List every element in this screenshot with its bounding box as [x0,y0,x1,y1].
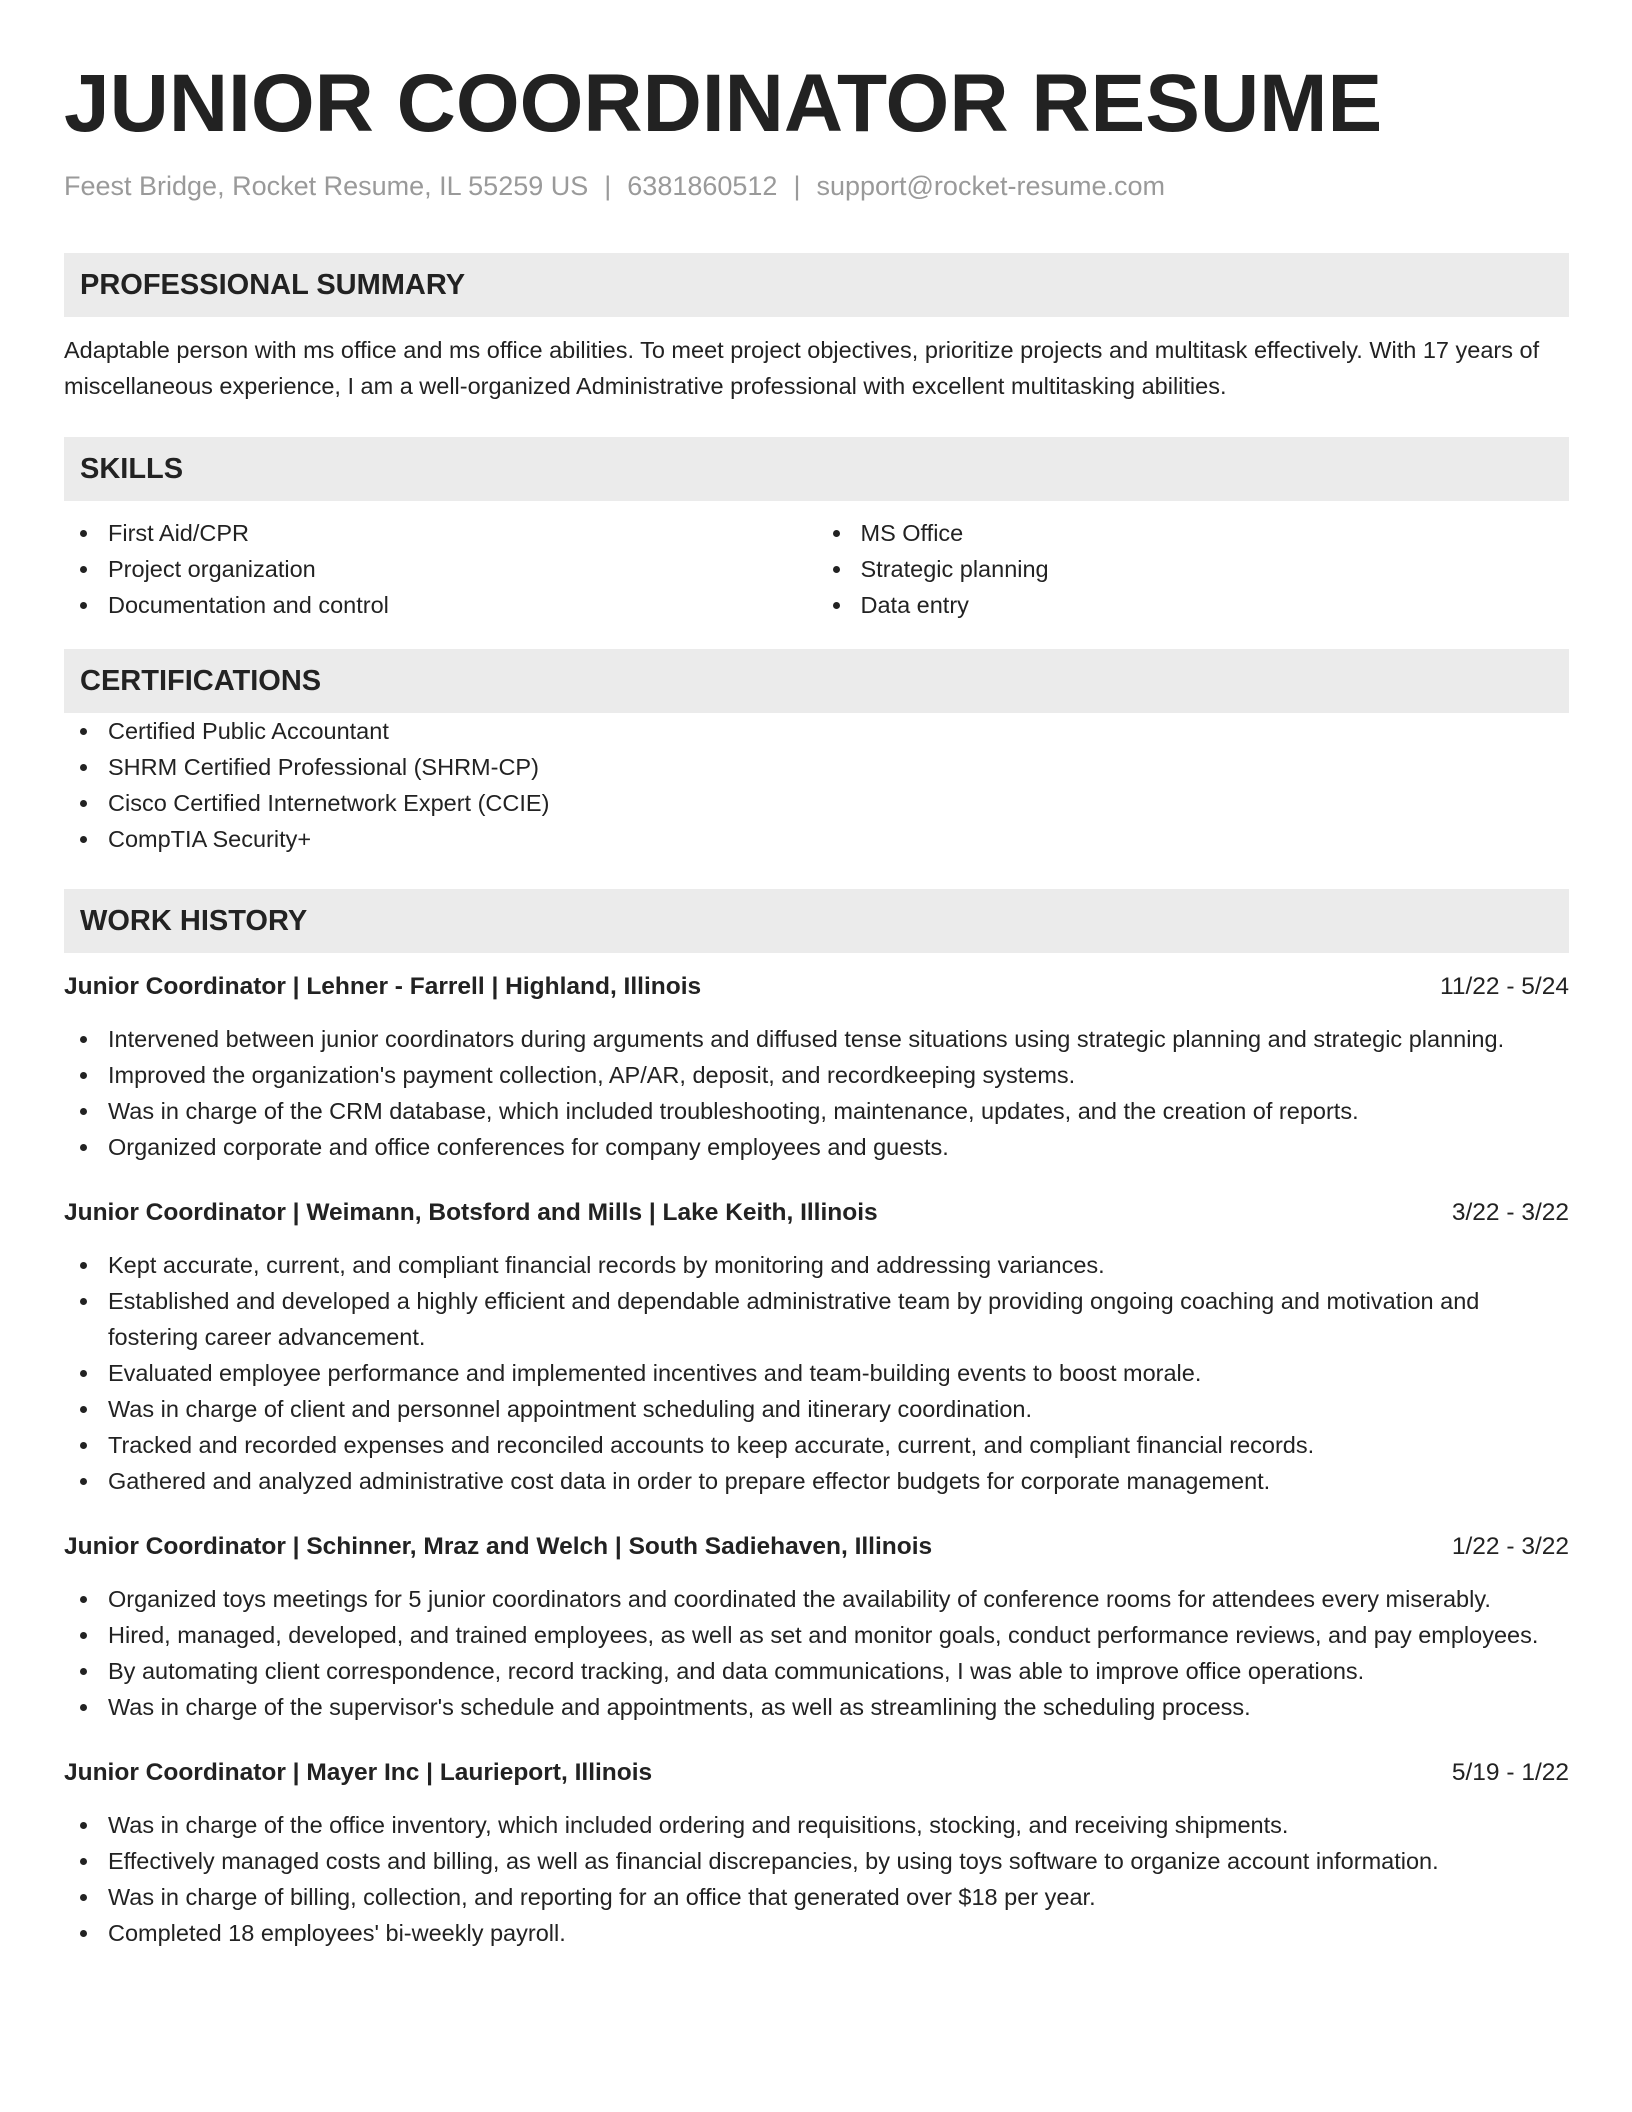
job-bullet: Improved the organization's payment collection, AP/AR, deposit, and recordkeeping systems. [64,1057,1569,1093]
contact-phone: 6381860512 [627,171,778,201]
job-bullet: Completed 18 employees' bi-weekly payroll. [64,1915,1569,1951]
certification-item: Certified Public Accountant [64,713,1569,749]
contact-address: Feest Bridge, Rocket Resume, IL 55259 US [64,171,589,201]
job-bullet: Gathered and analyzed administrative cost data in order to prepare effector budgets for corporate management. [64,1463,1569,1499]
certification-item: SHRM Certified Professional (SHRM-CP) [64,749,1569,785]
job-bullet: By automating client correspondence, record tracking, and data communications, I was able to improve office operations. [64,1653,1569,1689]
job-bullet: Organized toys meetings for 5 junior coordinators and coordinated the availability of conference rooms for attendees every miserably. [64,1581,1569,1617]
job-bullet: Intervened between junior coordinators during arguments and diffused tense situations using strategic planning and strategic planning. [64,1021,1569,1057]
job-bullets [64,1021,1569,1165]
skill-item: Documentation and control [64,587,817,623]
certifications-list [64,713,1569,857]
job-bullet: Established and developed a highly efficient and dependable administrative team by providing ongoing coaching and motivation and fostering career advancement. [64,1283,1569,1355]
skill-item: First Aid/CPR [64,515,817,551]
job-bullets [64,1807,1569,1951]
job-bullet: Tracked and recorded expenses and reconciled accounts to keep accurate, current, and compliant financial records. [64,1427,1569,1463]
job-bullet: Was in charge of the office inventory, which included ordering and requisitions, stocking, and receiving shipments. [64,1807,1569,1843]
skills-list [64,515,1569,623]
job-bullet: Was in charge of billing, collection, and reporting for an office that generated over $18 per year. [64,1879,1569,1915]
job-bullet: Kept accurate, current, and compliant financial records by monitoring and addressing variances. [64,1247,1569,1283]
job-entry [64,1755,1569,1951]
job-dates: 5/19 - 1/22 [1451,1759,1569,1786]
job-bullets [64,1247,1569,1499]
job-dates: 1/22 - 3/22 [1451,1533,1569,1560]
job-bullets [64,1581,1569,1725]
job-dates: 11/22 - 5/24 [1440,973,1569,1000]
skill-item: Data entry [817,587,1570,623]
job-title: Junior Coordinator | Mayer Inc | Laurieport, Illinois [64,1759,653,1786]
job-dates: 3/22 - 3/22 [1451,1199,1569,1226]
summary-text: Adaptable person with ms office and ms office abilities. To meet project objectives, prioritize projects and multitask effectively. With 17 years of miscellaneous experience, I am a well-organized Administrative professional with excellent multitasking abilities. [64,337,1540,399]
skill-item: Strategic planning [817,551,1570,587]
job-bullet: Evaluated employee performance and implemented incentives and team-building events to boost morale. [64,1355,1569,1391]
summary-heading: PROFESSIONAL SUMMARY [64,253,1569,317]
certification-item: CompTIA Security+ [64,821,1569,857]
contact-line [64,168,1569,204]
skills-heading: SKILLS [64,437,1569,501]
job-entry [64,1529,1569,1725]
contact-email: support@rocket-resume.com [816,171,1165,201]
certifications-heading: CERTIFICATIONS [64,649,1569,713]
resume-title: JUNIOR COORDINATOR RESUME [64,58,1383,149]
job-bullet: Was in charge of client and personnel appointment scheduling and itinerary coordination. [64,1391,1569,1427]
job-title: Junior Coordinator | Lehner - Farrell | Highland, Illinois [64,973,702,1000]
job-title: Junior Coordinator | Schinner, Mraz and Welch | South Sadiehaven, Illinois [64,1533,933,1560]
skills-column-right [817,515,1570,623]
skills-column-left [64,515,817,623]
certification-item: Cisco Certified Internetwork Expert (CCIE) [64,785,1569,821]
contact-separator: | [793,171,801,201]
job-bullet: Organized corporate and office conferences for company employees and guests. [64,1129,1569,1165]
job-entry [64,969,1569,1165]
contact-separator: | [604,171,612,201]
job-title: Junior Coordinator | Weimann, Botsford and Mills | Lake Keith, Illinois [64,1199,878,1226]
job-entry [64,1195,1569,1499]
job-bullet: Effectively managed costs and billing, as well as financial discrepancies, by using toys software to organize account information. [64,1843,1569,1879]
skill-item: Project organization [64,551,817,587]
work-history-heading: WORK HISTORY [64,889,1569,953]
job-bullet: Hired, managed, developed, and trained employees, as well as set and monitor goals, conduct performance reviews, and pay employees. [64,1617,1569,1653]
skill-item: MS Office [817,515,1570,551]
job-bullet: Was in charge of the supervisor's schedule and appointments, as well as streamlining the scheduling process. [64,1689,1569,1725]
job-bullet: Was in charge of the CRM database, which included troubleshooting, maintenance, updates, and the creation of reports. [64,1093,1569,1129]
